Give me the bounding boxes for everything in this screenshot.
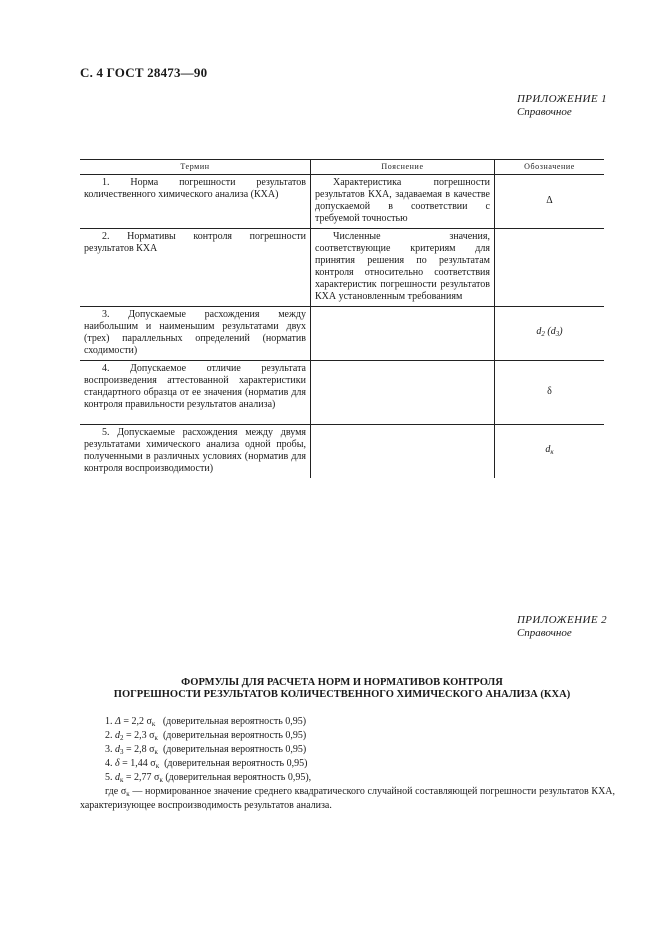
term-cell: 3. Допускаемые расхождения между наибольшим и наименьшим результатами двух (трех) параллельных определений (норматив сходимости) xyxy=(80,307,311,361)
formulas-title xyxy=(60,677,624,701)
symbol-cell: $d_2$ $(d_3)$ xyxy=(495,307,605,361)
explanation-cell xyxy=(311,307,495,361)
column-header-explanation: Пояснение xyxy=(311,160,495,175)
table-row xyxy=(80,229,604,307)
formula-line: 1. Δ = 2,2 $\sigma_к$ (доверительная вероятность 0,95) xyxy=(105,716,307,728)
appendix-1-subtitle: Справочное xyxy=(516,106,572,118)
page-header: С. 4 ГОСТ 28473—90 xyxy=(80,65,208,80)
terms-table xyxy=(80,159,604,478)
formula-line: 5. $d_к = 2,77$ $\sigma_к$ (доверительная вероятность 0,95), xyxy=(105,772,312,784)
term-cell: 2. Нормативы контроля погрешности результатов КХА xyxy=(80,229,311,307)
appendix-1-title: ПРИЛОЖЕНИЕ 1 xyxy=(516,93,607,105)
explanation-cell: Численные значения, соответствующие критериям для принятия решения по результатам контроля относительно соответствия характеристик погрешности результатов КХА установленным требованиям xyxy=(311,229,495,307)
appendix-2-title: ПРИЛОЖЕНИЕ 2 xyxy=(516,614,607,626)
symbol-cell: δ xyxy=(495,361,605,425)
term-cell: 1. Норма погрешности результатов количественного химического анализа (КХА) xyxy=(80,175,311,229)
term-cell: 4. Допускаемое отличие результата воспроизведения аттестованной характеристики стандартного образца от ее значения (норматив для контроля правильности результатов анализа) xyxy=(80,361,311,425)
explanation-cell xyxy=(311,425,495,479)
term-cell: 5. Допускаемые расхождения между двумя результатами химического анализа одной пробы, полученными в различных условиях (норматив для контроля воспроизводимости) xyxy=(84,427,306,474)
table-row xyxy=(80,307,604,361)
formula-note: где $\sigma_к$ — нормированное значение среднего квадратического случайной составляющей погрешности результатов КХА, характеризующее воспроизводимость результатов анализа. xyxy=(80,786,616,811)
formula-line: 4. δ = 1,44 $\sigma_к$ (доверительная вероятность 0,95) xyxy=(105,758,308,770)
formulas-title-line-2: ПОГРЕШНОСТИ РЕЗУЛЬТАТОВ КОЛИЧЕСТВЕННОГО ХИМИЧЕСКОГО АНАЛИЗА (КХА) xyxy=(113,689,571,700)
appendix-1-label xyxy=(517,93,607,119)
column-header-term: Термин xyxy=(80,160,311,175)
appendix-2-subtitle: Справочное xyxy=(516,627,572,639)
table-row xyxy=(80,361,604,425)
symbol-cell: $d_к$ xyxy=(495,425,605,479)
explanation-cell xyxy=(311,361,495,425)
formulas-list xyxy=(80,716,615,812)
table-row xyxy=(80,175,604,229)
appendix-2-label xyxy=(517,614,607,640)
column-header-symbol: Обозначение xyxy=(495,160,605,175)
formulas-title-line-1: ФОРМУЛЫ ДЛЯ РАСЧЕТА НОРМ И НОРМАТИВОВ КОНТРОЛЯ xyxy=(181,677,503,688)
formula-line: 3. $d_3 = 2,8$ $\sigma_к$ (доверительная вероятность 0,95) xyxy=(105,744,307,756)
table-header-row xyxy=(80,160,604,175)
explanation-cell: Характеристика погрешности результатов КХА, задаваемая в качестве допускаемой в соответствии с требуемой точностью xyxy=(311,175,495,229)
formula-line: 2. $d_2 = 2,3$ $\sigma_к$ (доверительная вероятность 0,95) xyxy=(105,730,307,742)
table-row xyxy=(80,425,604,479)
symbol-cell: Δ xyxy=(495,175,605,229)
symbol-cell xyxy=(495,229,605,307)
